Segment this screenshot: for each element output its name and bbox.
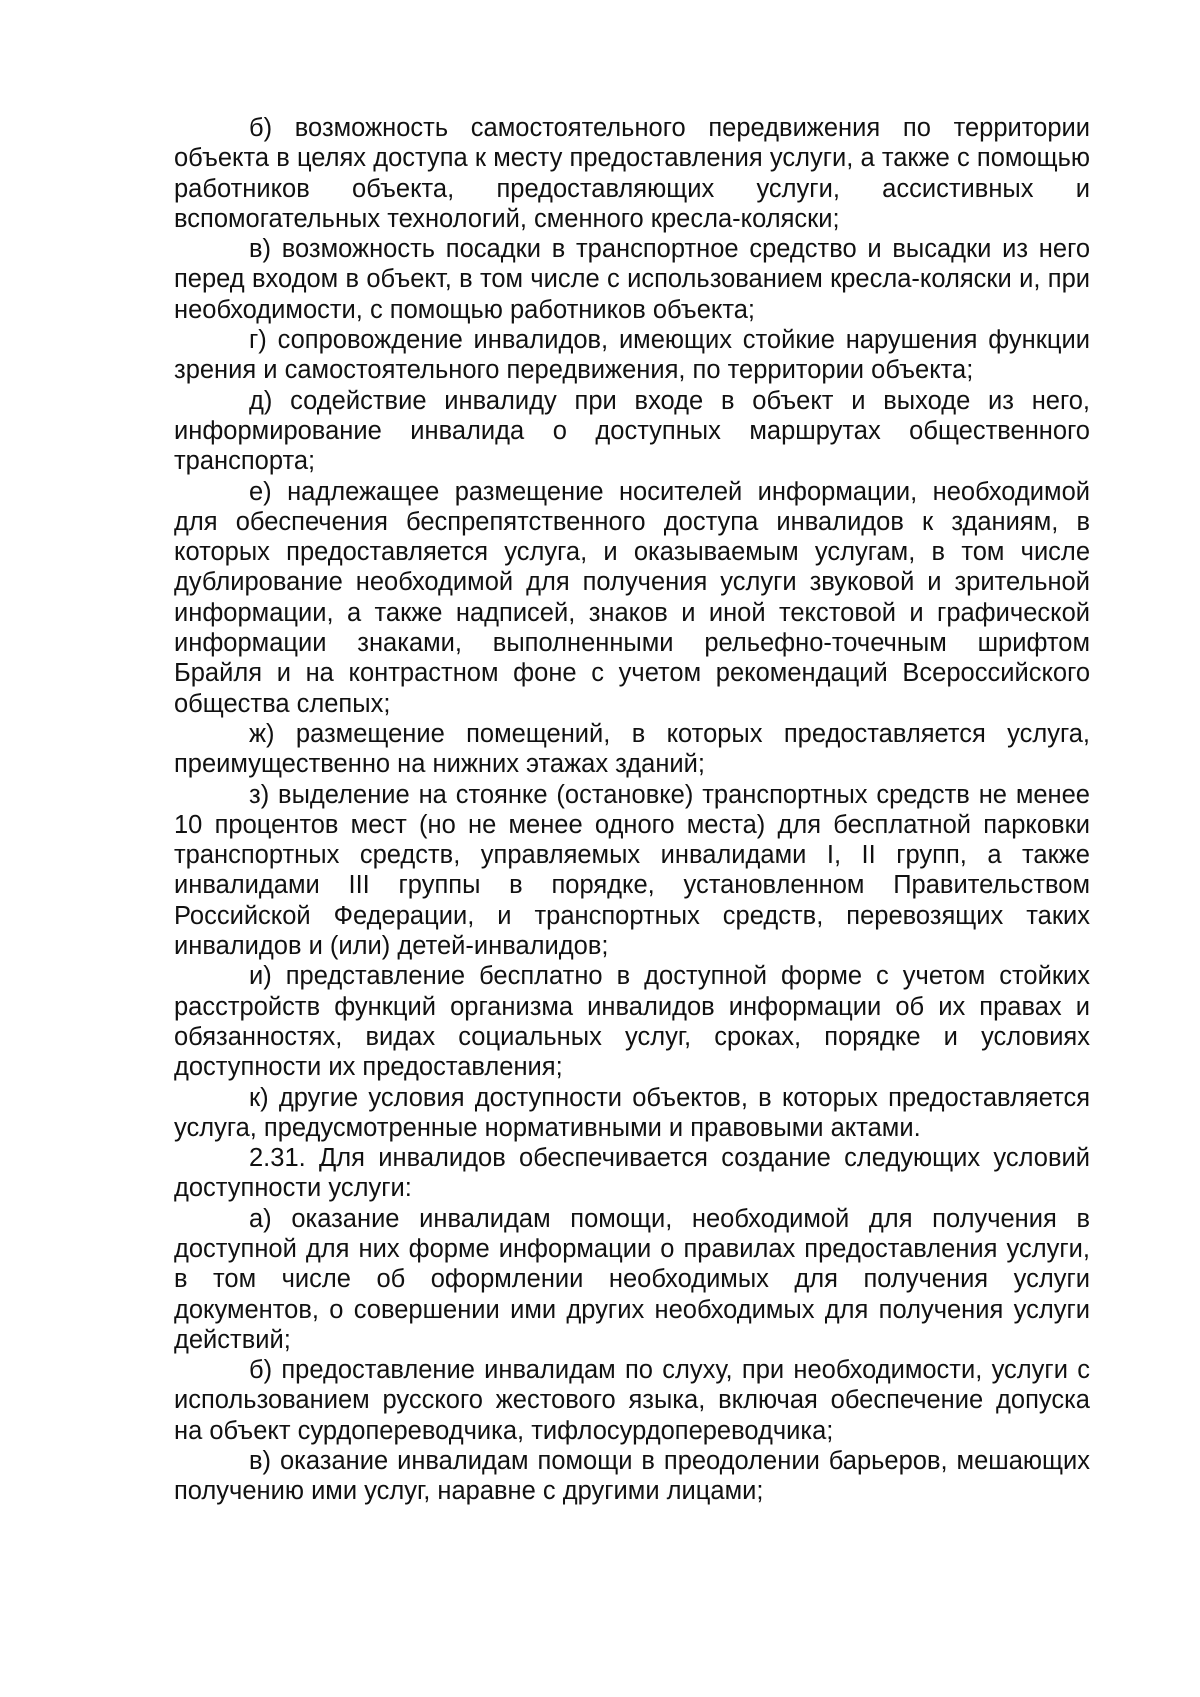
paragraph-zh-premises: ж) размещение помещений, в которых предоставляется услуга, преимущественно на нижних этажах зданий; [174, 719, 1090, 779]
paragraph-i-free-information: и) представление бесплатно в доступной форме с учетом стойких расстройств функций организма инвалидов информации об их правах и обязанностях, видах социальных услуг, сроках, порядке и условиях доступности их предоставления; [174, 962, 1090, 1082]
paragraph-v-transport-boarding: в) возможность посадки в транспортное средство и высадки из него перед входом в объект, в том числе с использованием кресла-коляски и, при необходимости, с помощью работников объекта; [174, 235, 1090, 324]
paragraph-e-information-media: е) надлежащее размещение носителей информации, необходимой для обеспечения беспрепятственного доступа инвалидов к зданиям, в которых предоставляется услуга, и оказываемым услугам, в том числе дублирование необходимой для получения услуги звуковой и зрительной информации, а также надписей, знаков и иной текстовой и графической информации знаками, выполненными рельефно-точечным шрифтом Брайля и на контрастном фоне с учетом рекомендаций Всероссийского общества слепых; [174, 477, 1090, 718]
paragraph-b-sign-language: б) предоставление инвалидам по слуху, при необходимости, услуги с использованием русского жестового языка, включая обеспечение допуска на объект сурдопереводчика, тифлосурдопереводчика; [174, 1356, 1090, 1445]
paragraph-a-help: а) оказание инвалидам помощи, необходимой для получения в доступной для них форме информации о правилах предоставления услуги, в том числе об оформлении необходимых для получения услуги документов, о совершении ими других необходимых для получения услуги действий; [174, 1204, 1090, 1354]
paragraph-2-31-heading: 2.31. Для инвалидов обеспечивается создание следующих условий доступности услуги: [174, 1144, 1090, 1203]
paragraph-v-barriers: в) оказание инвалидам помощи в преодолении барьеров, мешающих получению ими услуг, наравне с другими лицами; [174, 1447, 1090, 1506]
paragraph-b-mobility: б) возможность самостоятельного передвижения по территории объекта в целях доступа к месту предоставления услуги, а также с помощью работников объекта, предоставляющих услуги, ассистивных и вспомогательных технологий, сменного кресла-коляски; [174, 114, 1090, 233]
document-page [174, 113, 1090, 1507]
paragraph-d-assistance: д) содействие инвалиду при входе в объект и выходе из него, информирование инвалида о доступных маршрутах общественного транспорта; [174, 386, 1090, 476]
paragraph-z-parking: з) выделение на стоянке (остановке) транспортных средств не менее 10 процентов мест (но не менее одного места) для бесплатной парковки транспортных средств, управляемых инвалидами I, II групп, а также инвалидами III группы в порядке, установленном Правительством Российской Федерации, и транспортных средств, перевозящих таких инвалидов и (или) детей-инвалидов; [174, 780, 1090, 961]
paragraph-k-other-conditions: к) другие условия доступности объектов, в которых предоставляется услуга, предусмотренные нормативными и правовыми актами. [174, 1083, 1090, 1142]
paragraph-g-escort: г) сопровождение инвалидов, имеющих стойкие нарушения функции зрения и самостоятельного передвижения, по территории объекта; [174, 326, 1090, 385]
